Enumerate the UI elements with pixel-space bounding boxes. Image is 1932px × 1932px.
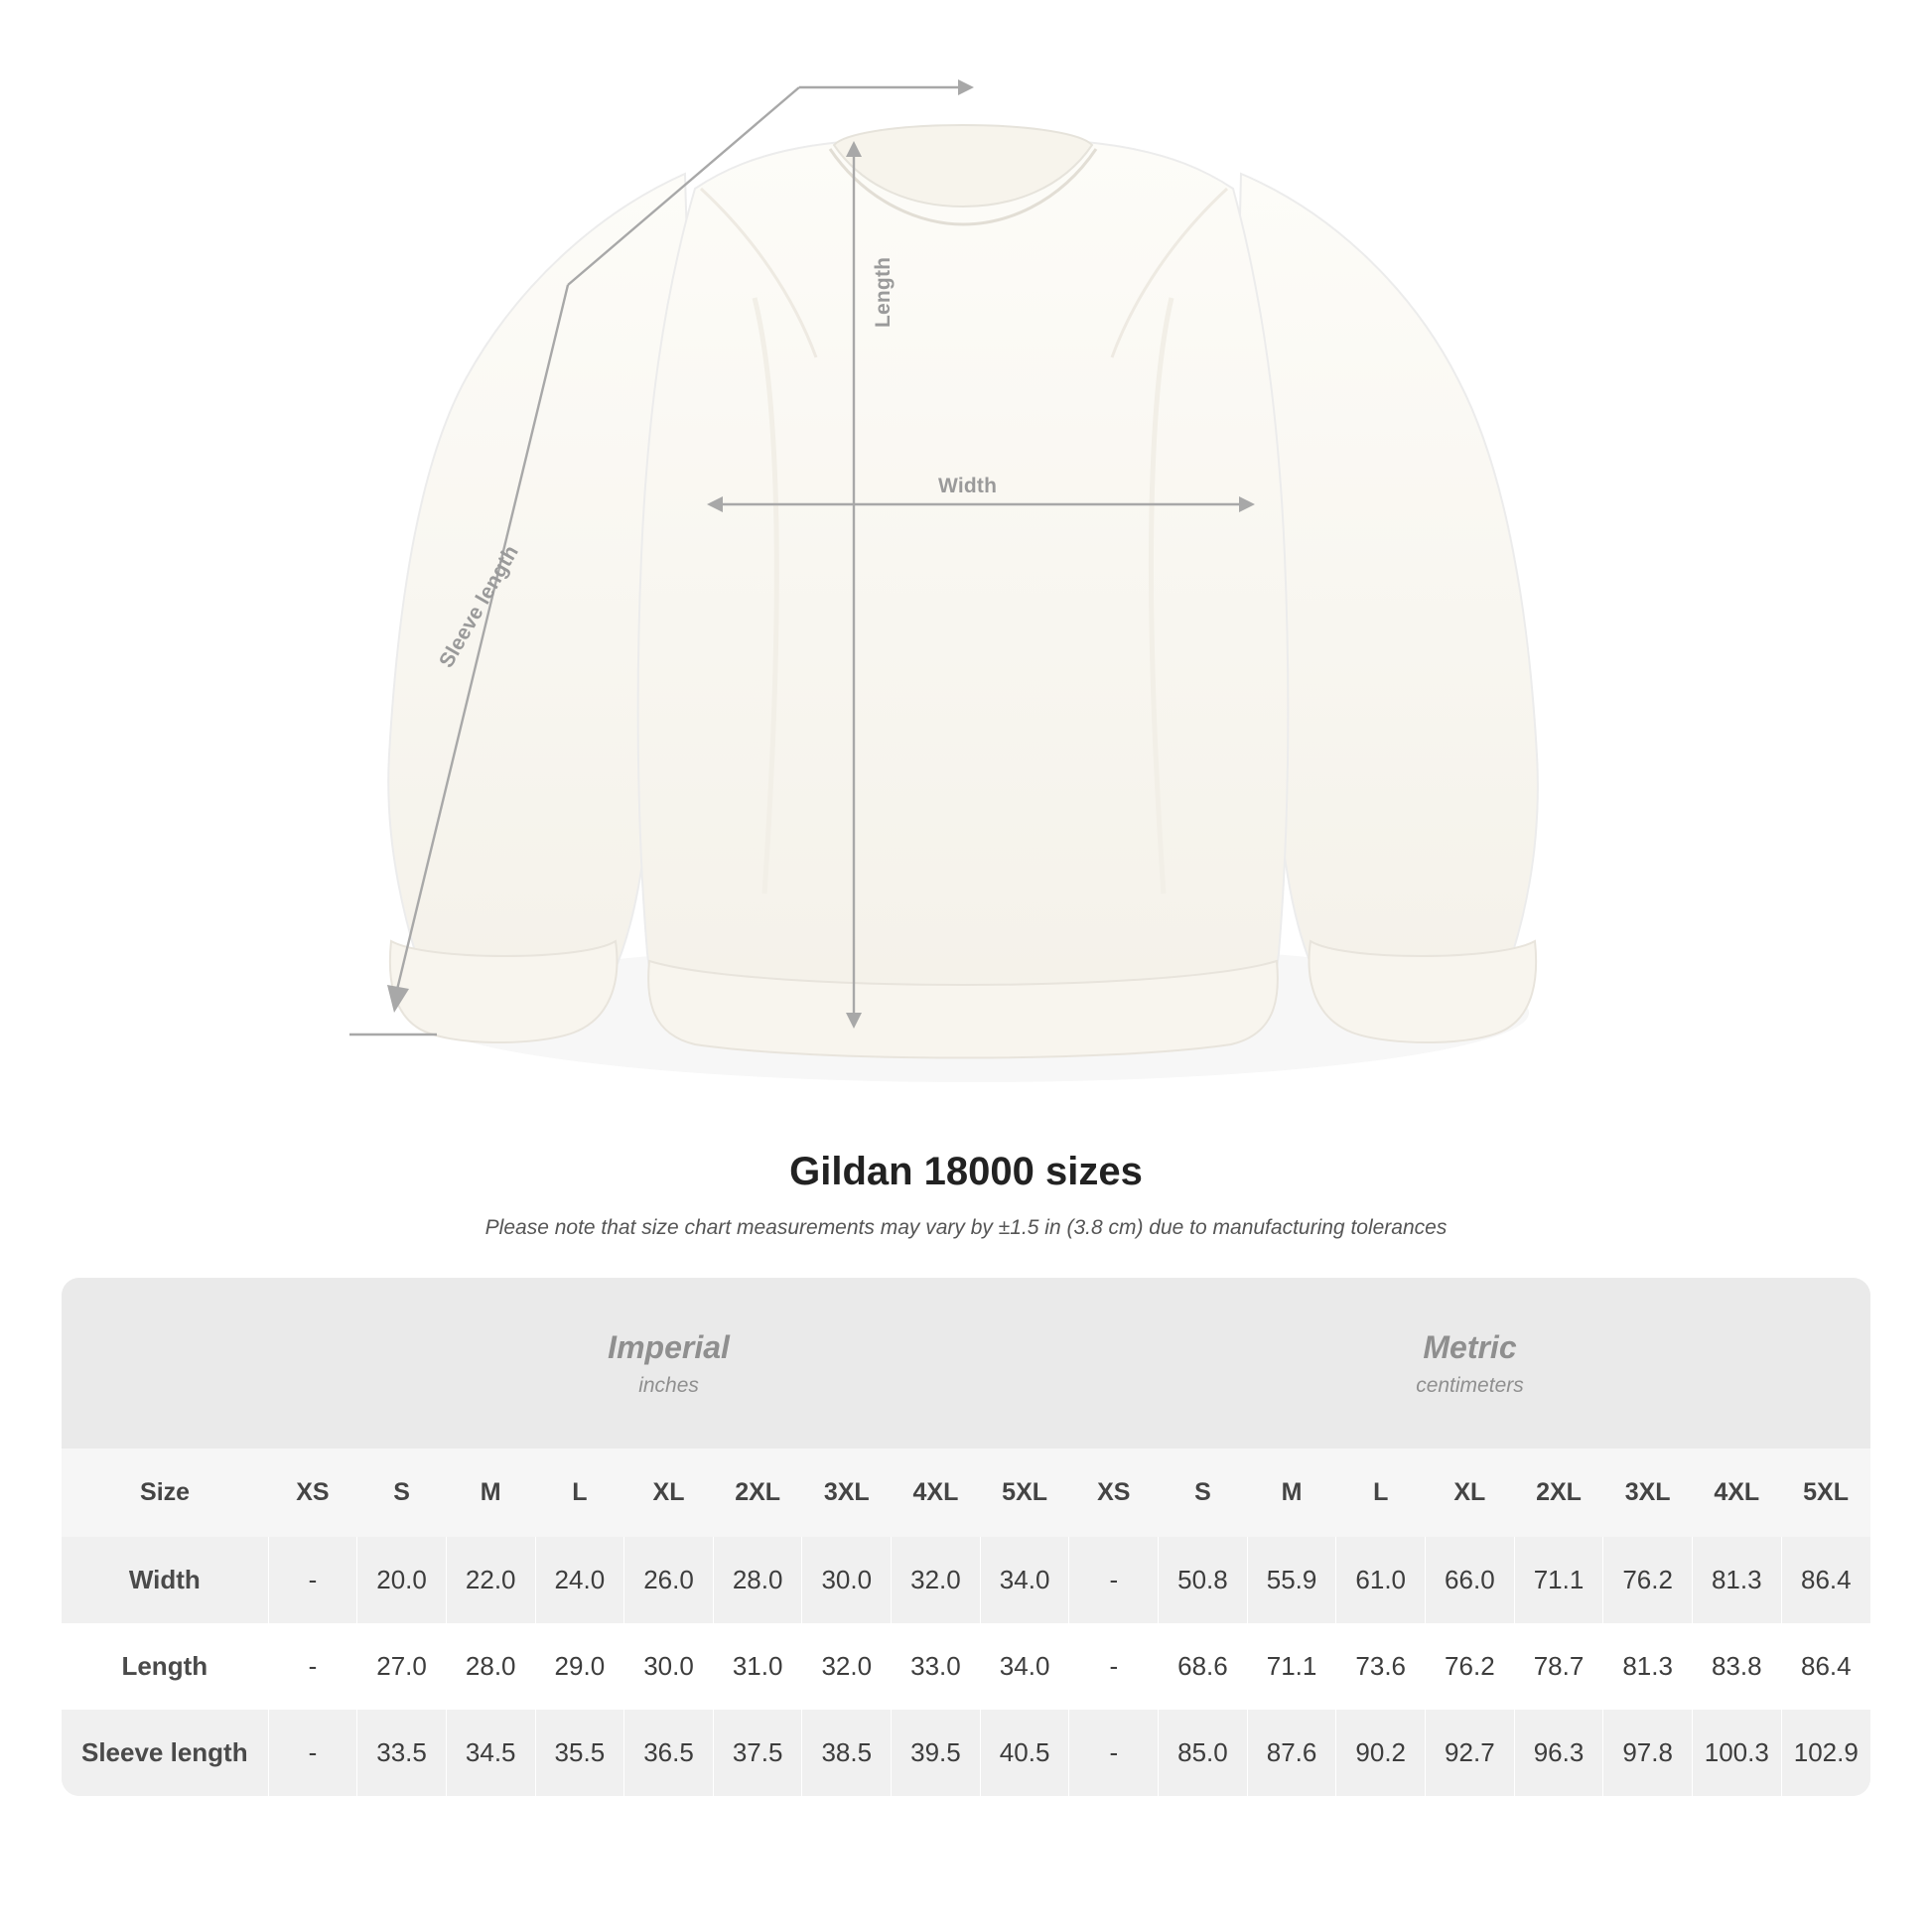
cell-0-3: 24.0 <box>535 1537 624 1623</box>
cell-1-10: 68.6 <box>1159 1623 1248 1710</box>
column-header-xl-13: XL <box>1426 1449 1515 1537</box>
table-row <box>62 1623 1870 1710</box>
page-title: Gildan 18000 sizes <box>789 1150 1143 1193</box>
cell-1-0: - <box>268 1623 357 1710</box>
table-body <box>62 1537 1870 1796</box>
unit-header-row <box>62 1278 1870 1449</box>
cell-0-10: 50.8 <box>1159 1537 1248 1623</box>
cell-1-16: 83.8 <box>1692 1623 1781 1710</box>
cell-2-10: 85.0 <box>1159 1710 1248 1796</box>
cell-0-8: 34.0 <box>980 1537 1069 1623</box>
cell-2-7: 39.5 <box>892 1710 981 1796</box>
cell-1-3: 29.0 <box>535 1623 624 1710</box>
cell-0-16: 81.3 <box>1692 1537 1781 1623</box>
size-header-cell: Size <box>62 1449 268 1537</box>
cell-2-12: 90.2 <box>1336 1710 1426 1796</box>
cell-2-11: 87.6 <box>1247 1710 1336 1796</box>
column-header-5xl-8: 5XL <box>980 1449 1069 1537</box>
unit-sub-imperial: inches <box>638 1373 699 1397</box>
tolerance-note: Please note that size chart measurements may vary by ±1.5 in (3.8 cm) due to manufacturing tolerances <box>484 1216 1448 1239</box>
cell-1-14: 78.7 <box>1514 1623 1603 1710</box>
column-header-5xl-17: 5XL <box>1781 1449 1870 1537</box>
cell-2-14: 96.3 <box>1514 1710 1603 1796</box>
column-header-3xl-15: 3XL <box>1603 1449 1693 1537</box>
cell-1-17: 86.4 <box>1781 1623 1870 1710</box>
cell-1-13: 76.2 <box>1426 1623 1515 1710</box>
column-header-xl-4: XL <box>624 1449 714 1537</box>
cell-1-1: 27.0 <box>357 1623 447 1710</box>
size-chart-table <box>62 1278 1870 1796</box>
cell-0-5: 28.0 <box>713 1537 802 1623</box>
cell-2-8: 40.5 <box>980 1710 1069 1796</box>
column-header-m-2: M <box>446 1449 535 1537</box>
title-block <box>0 1150 1932 1240</box>
cell-0-2: 22.0 <box>446 1537 535 1623</box>
cell-0-4: 26.0 <box>624 1537 714 1623</box>
sweatshirt-body <box>638 137 1289 1053</box>
unit-name-imperial: Imperial <box>608 1328 730 1365</box>
unit-header-imperial <box>268 1278 1069 1449</box>
cell-2-5: 37.5 <box>713 1710 802 1796</box>
cell-0-0: - <box>268 1537 357 1623</box>
cell-1-15: 81.3 <box>1603 1623 1693 1710</box>
cell-1-4: 30.0 <box>624 1623 714 1710</box>
cell-1-9: - <box>1069 1623 1159 1710</box>
column-header-m-11: M <box>1247 1449 1336 1537</box>
row-label-sleeve-length: Sleeve length <box>62 1710 268 1796</box>
column-header-s-10: S <box>1159 1449 1248 1537</box>
cell-2-17: 102.9 <box>1781 1710 1870 1796</box>
row-label-width: Width <box>62 1537 268 1623</box>
cell-2-9: - <box>1069 1710 1159 1796</box>
cell-1-7: 33.0 <box>892 1623 981 1710</box>
cell-1-8: 34.0 <box>980 1623 1069 1710</box>
cell-0-12: 61.0 <box>1336 1537 1426 1623</box>
cell-2-13: 92.7 <box>1426 1710 1515 1796</box>
cell-2-2: 34.5 <box>446 1710 535 1796</box>
row-label-length: Length <box>62 1623 268 1710</box>
cell-2-16: 100.3 <box>1692 1710 1781 1796</box>
cell-2-6: 38.5 <box>802 1710 892 1796</box>
cell-1-5: 31.0 <box>713 1623 802 1710</box>
right-cuff <box>1310 941 1537 1042</box>
column-header-s-1: S <box>357 1449 447 1537</box>
sleeve-length-label: Sleeve length <box>435 541 523 672</box>
cell-0-1: 20.0 <box>357 1537 447 1623</box>
unit-name-metric: Metric <box>1423 1328 1517 1365</box>
cell-2-0: - <box>268 1710 357 1796</box>
column-header-xs-9: XS <box>1069 1449 1159 1537</box>
table-head <box>62 1278 1870 1537</box>
cell-0-17: 86.4 <box>1781 1537 1870 1623</box>
cell-1-6: 32.0 <box>802 1623 892 1710</box>
table-row <box>62 1710 1870 1796</box>
unit-sub-metric: centimeters <box>1416 1373 1524 1397</box>
column-header-4xl-7: 4XL <box>892 1449 981 1537</box>
cell-2-4: 36.5 <box>624 1710 714 1796</box>
left-cuff <box>390 941 618 1042</box>
column-header-4xl-16: 4XL <box>1692 1449 1781 1537</box>
cell-0-11: 55.9 <box>1247 1537 1336 1623</box>
cell-0-9: - <box>1069 1537 1159 1623</box>
width-label: Width <box>938 475 998 497</box>
cell-0-14: 71.1 <box>1514 1537 1603 1623</box>
column-header-l-3: L <box>535 1449 624 1537</box>
cell-0-6: 30.0 <box>802 1537 892 1623</box>
cell-1-12: 73.6 <box>1336 1623 1426 1710</box>
column-header-xs-0: XS <box>268 1449 357 1537</box>
unit-header-spacer <box>62 1278 268 1449</box>
cell-0-13: 66.0 <box>1426 1537 1515 1623</box>
column-header-l-12: L <box>1336 1449 1426 1537</box>
table-row <box>62 1537 1870 1623</box>
cell-0-15: 76.2 <box>1603 1537 1693 1623</box>
size-chart-table-wrapper <box>62 1278 1870 1796</box>
cell-0-7: 32.0 <box>892 1537 981 1623</box>
cell-1-11: 71.1 <box>1247 1623 1336 1710</box>
cell-1-2: 28.0 <box>446 1623 535 1710</box>
cell-2-1: 33.5 <box>357 1710 447 1796</box>
column-header-2xl-5: 2XL <box>713 1449 802 1537</box>
column-header-3xl-6: 3XL <box>802 1449 892 1537</box>
cell-2-3: 35.5 <box>535 1710 624 1796</box>
cell-2-15: 97.8 <box>1603 1710 1693 1796</box>
unit-header-metric <box>1069 1278 1870 1449</box>
column-header-row <box>62 1449 1870 1537</box>
column-header-2xl-14: 2XL <box>1514 1449 1603 1537</box>
length-label: Length <box>872 256 895 328</box>
